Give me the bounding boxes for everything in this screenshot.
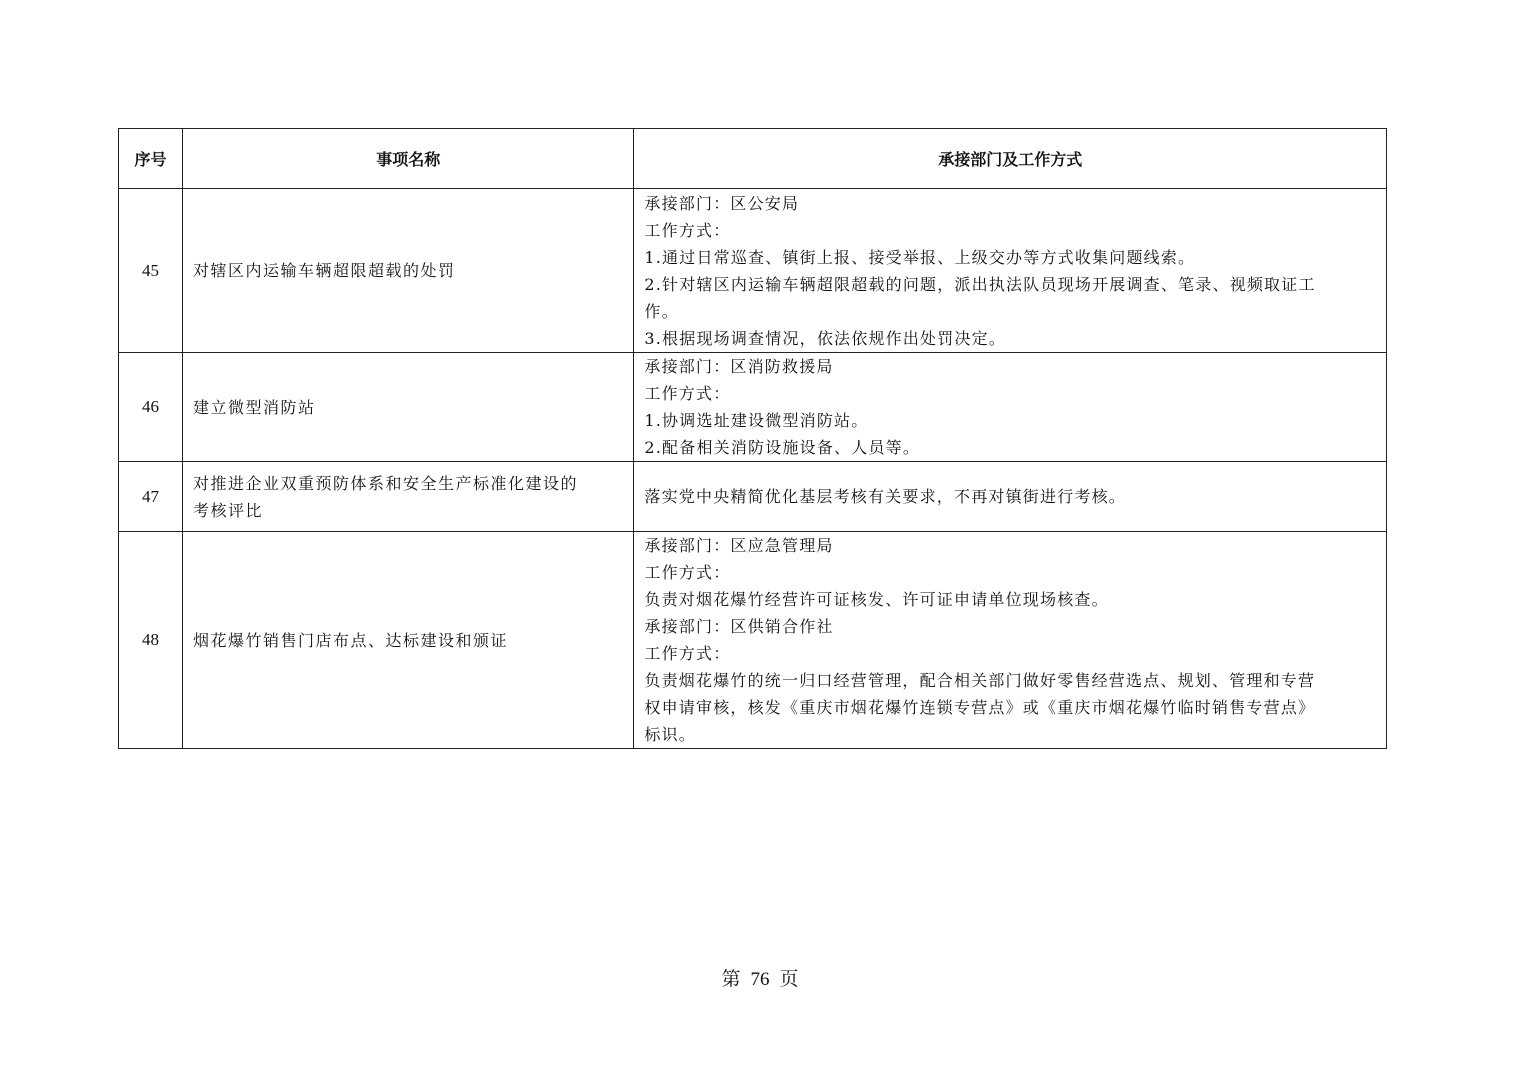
dept-line: 承接部门：区供销合作社: [644, 617, 834, 636]
row-department-method: [634, 462, 1387, 532]
dept-line: 3.根据现场调查情况，依法依规作出处罚决定。: [644, 328, 1007, 348]
name-line: 考核评比: [193, 500, 264, 520]
dept-line: 2.针对辖区内运输车辆超限超载的问题，派出执法队员现场开展调查、笔录、视频取证工: [644, 274, 1316, 294]
dept-line: 负责对烟花爆竹经营许可证核发、许可证申请单位现场核查。: [644, 590, 1109, 609]
row-department-method: [634, 532, 1387, 749]
table-row: [119, 353, 1387, 462]
dept-line: 权申请审核，核发《重庆市烟花爆竹连锁专营点》或《重庆市烟花爆竹临时销售专营点》: [644, 698, 1316, 717]
table-row: [119, 189, 1387, 353]
row-item-name: [183, 462, 634, 532]
page-prefix: 第: [721, 969, 741, 990]
row-item-name: 对辖区内运输车辆超限超载的处罚: [183, 189, 634, 353]
row-item-name: 烟花爆竹销售门店布点、达标建设和颁证: [183, 532, 634, 749]
row-serial-number: 45: [119, 189, 183, 353]
dept-line: 2.配备相关消防设施设备、人员等。: [644, 438, 921, 457]
table-row: [119, 462, 1387, 532]
header-item-name: 事项名称: [183, 129, 634, 189]
row-department-method: [634, 189, 1387, 353]
page-number: 76: [750, 969, 770, 990]
dept-line: 1.通过日常巡查、镇街上报、接受举报、上级交办等方式收集问题线索。: [644, 247, 1196, 267]
row-serial-number: 48: [119, 532, 183, 749]
dept-line: 工作方式：: [644, 563, 731, 582]
dept-line: 负责烟花爆竹的统一归口经营管理，配合相关部门做好零售经营选点、规划、管理和专营: [644, 671, 1316, 690]
dept-line: 工作方式：: [644, 644, 731, 663]
dept-line: 承接部门：区消防救援局: [644, 357, 834, 376]
dept-line: 标识。: [644, 725, 696, 744]
item-table: [118, 128, 1387, 749]
header-serial-number: 序号: [119, 129, 183, 189]
name-line: 对推进企业双重预防体系和安全生产标准化建设的: [193, 473, 579, 493]
header-department-method: 承接部门及工作方式: [634, 129, 1387, 189]
row-serial-number: 47: [119, 462, 183, 532]
page-suffix: 页: [779, 969, 799, 990]
dept-line: 承接部门：区公安局: [644, 193, 800, 213]
row-item-name: 建立微型消防站: [183, 353, 634, 462]
row-department-method: [634, 353, 1387, 462]
row-serial-number: 46: [119, 353, 183, 462]
table-header-row: [119, 129, 1387, 189]
page-number-footer: [0, 964, 1520, 991]
dept-line: 落实党中央精简优化基层考核有关要求，不再对镇街进行考核。: [644, 487, 1126, 506]
dept-line: 作。: [644, 301, 679, 321]
dept-line: 承接部门：区应急管理局: [644, 536, 834, 555]
dept-line: 工作方式：: [644, 220, 731, 240]
table-row: [119, 532, 1387, 749]
dept-line: 工作方式：: [644, 384, 731, 403]
dept-line: 1.协调选址建设微型消防站。: [644, 411, 869, 430]
